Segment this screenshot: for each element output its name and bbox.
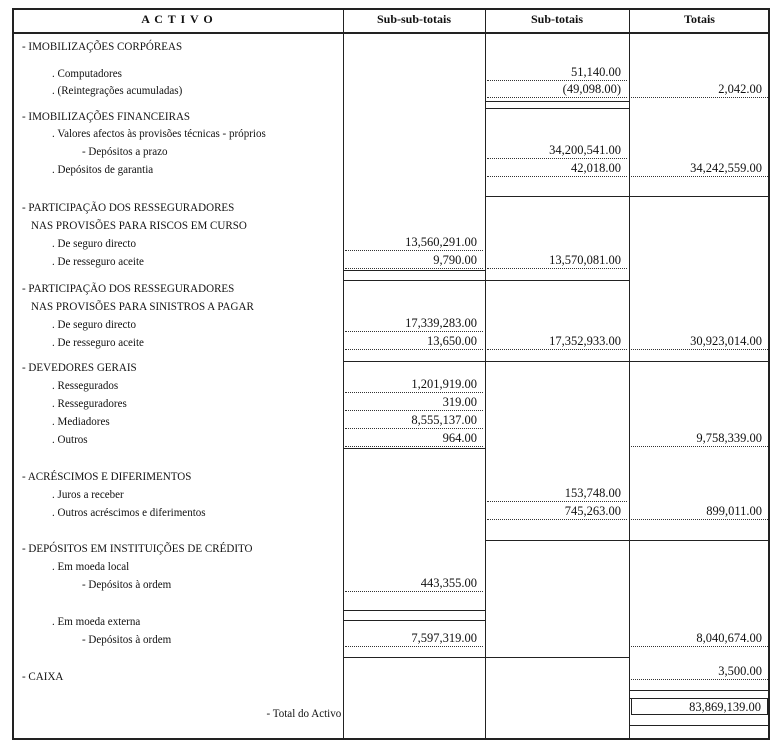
sub-sub-total-value: 9,790.00 bbox=[345, 252, 483, 269]
column-divider bbox=[485, 8, 486, 740]
sub-total-value: 745,263.00 bbox=[487, 503, 627, 520]
row-label: . Outros acréscimos e diferimentos bbox=[52, 505, 206, 519]
row-label: . Computadores bbox=[52, 66, 122, 80]
row-separator bbox=[343, 361, 485, 362]
column-divider bbox=[629, 8, 630, 740]
row-separator bbox=[343, 448, 485, 449]
row-label: - PARTICIPAÇÃO DOS RESSEGURADORES bbox=[22, 200, 235, 214]
row-label: . Mediadores bbox=[52, 414, 110, 428]
row-label: . De resseguro aceite bbox=[52, 254, 144, 268]
row-separator bbox=[343, 280, 485, 281]
row-label: . De resseguro aceite bbox=[52, 335, 144, 349]
total-value: 30,923,014.00 bbox=[631, 333, 768, 350]
sub-sub-total-value: 964.00 bbox=[345, 430, 483, 447]
row-label: . Em moeda externa bbox=[52, 614, 141, 628]
row-label: . (Reintegrações acumuladas) bbox=[52, 83, 183, 97]
sub-sub-total-value: 319.00 bbox=[345, 394, 483, 411]
row-label: . De seguro directo bbox=[52, 317, 137, 331]
sub-total-value: 153,748.00 bbox=[487, 485, 627, 502]
row-label: - Depósitos à ordem bbox=[82, 577, 172, 591]
row-label: . Outros bbox=[52, 432, 88, 446]
total-value: 83,869,139.00 bbox=[631, 698, 768, 715]
total-value: 2,042.00 bbox=[631, 81, 768, 98]
row-label: - CAIXA bbox=[22, 669, 64, 683]
row-separator bbox=[343, 270, 485, 271]
sub-total-value: 13,570,081.00 bbox=[487, 252, 627, 269]
sub-sub-total-value: 7,597,319.00 bbox=[345, 630, 483, 647]
column-divider bbox=[343, 8, 344, 740]
total-value: 899,011.00 bbox=[631, 503, 768, 520]
sub-total-value: 42,018.00 bbox=[487, 160, 627, 177]
row-label: - DEVEDORES GERAIS bbox=[22, 360, 137, 374]
sub-total-value: 51,140.00 bbox=[487, 64, 627, 81]
row-separator bbox=[485, 196, 770, 197]
row-label: . Depósitos de garantia bbox=[52, 162, 154, 176]
row-label: - Depósitos à ordem bbox=[82, 632, 172, 646]
row-separator bbox=[485, 108, 629, 109]
row-label: . Juros a receber bbox=[52, 487, 124, 501]
sub-sub-total-value: 17,339,283.00 bbox=[345, 315, 483, 332]
row-label: - IMOBILIZAÇÕES FINANCEIRAS bbox=[22, 109, 191, 123]
sub-sub-total-value: 13,560,291.00 bbox=[345, 234, 483, 251]
row-separator bbox=[629, 725, 770, 726]
row-separator bbox=[343, 657, 629, 658]
sub-sub-total-value: 1,201,919.00 bbox=[345, 376, 483, 393]
row-label: - Total do Activo bbox=[266, 706, 341, 720]
row-separator bbox=[485, 540, 629, 541]
total-value: 8,040,674.00 bbox=[631, 630, 768, 647]
header-sub-sub-totais: Sub-sub-totais bbox=[376, 12, 452, 26]
header-totais: Totais bbox=[684, 12, 715, 26]
row-separator bbox=[629, 540, 770, 541]
sub-sub-total-value: 443,355.00 bbox=[345, 575, 483, 592]
total-value: 34,242,559.00 bbox=[631, 160, 768, 177]
total-value: 3,500.00 bbox=[631, 663, 768, 680]
sub-total-value: 17,352,933.00 bbox=[487, 333, 627, 350]
row-label: . Valores afectos às provisões técnicas - próprios bbox=[52, 126, 266, 140]
row-separator bbox=[485, 280, 629, 281]
row-label: - Depósitos a prazo bbox=[82, 144, 168, 158]
row-label: - IMOBILIZAÇÕES CORPÓREAS bbox=[22, 39, 183, 53]
row-label: . De seguro directo bbox=[52, 236, 137, 250]
sub-sub-total-value: 8,555,137.00 bbox=[345, 412, 483, 429]
total-value: 9,758,339.00 bbox=[631, 430, 768, 447]
row-separator bbox=[629, 690, 770, 691]
row-label: NAS PROVISÕES PARA RISCOS EM CURSO bbox=[31, 218, 247, 232]
sub-sub-total-value: 13,650.00 bbox=[345, 333, 483, 350]
row-separator bbox=[343, 610, 485, 611]
row-label: NAS PROVISÕES PARA SINISTROS A PAGAR bbox=[31, 299, 254, 313]
row-label: . Resseguradores bbox=[52, 396, 127, 410]
row-label: . Em moeda local bbox=[52, 559, 130, 573]
row-separator bbox=[485, 101, 629, 102]
header-sub-totais: Sub-totais bbox=[530, 12, 583, 26]
row-label: - PARTICIPAÇÃO DOS RESSEGURADORES bbox=[22, 281, 235, 295]
row-label: - DEPÓSITOS EM INSTITUIÇÕES DE CRÉDITO bbox=[22, 541, 253, 555]
row-separator bbox=[485, 361, 770, 362]
row-separator bbox=[343, 620, 485, 621]
row-label: - ACRÉSCIMOS E DIFERIMENTOS bbox=[22, 469, 192, 483]
sub-total-value: 34,200,541.00 bbox=[487, 142, 627, 159]
header-activo: A C T I V O bbox=[141, 12, 214, 26]
sub-total-value: (49,098.00) bbox=[487, 81, 627, 98]
row-label: . Ressegurados bbox=[52, 378, 119, 392]
